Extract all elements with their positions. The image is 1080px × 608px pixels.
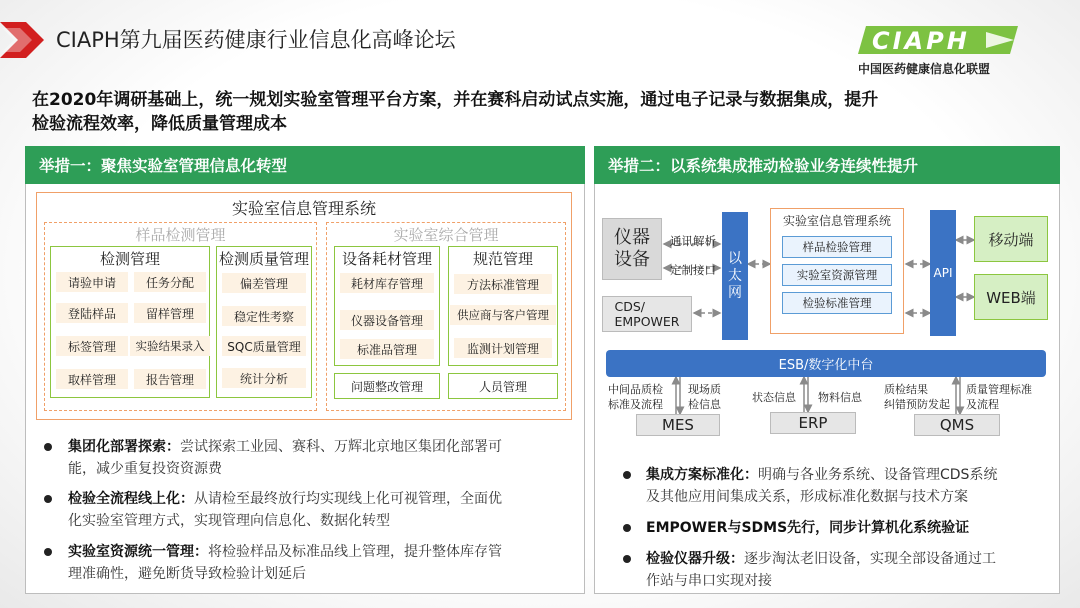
right-panel-title: 举措二：以系统集成推动检验业务连续性提升 <box>594 146 1060 184</box>
lims-item: 样品检验管理 <box>782 236 892 258</box>
bullet-text: 尝试探索工业园、赛科、万辉北京地区集团化部署可 <box>180 439 502 455</box>
erp-system: ERP <box>770 412 856 434</box>
headline-line-2: 检验流程效率，降低质量管理成本 <box>32 114 287 134</box>
test-item: 报告管理 <box>134 369 206 389</box>
bullet-bold: 实验室资源统一管理： <box>68 544 208 560</box>
lims-system-title: 实验室信息管理系统 <box>231 199 376 218</box>
header-title: CIAPH第九届医药健康行业信息化高峰论坛 <box>56 28 456 52</box>
material-info-label: 物料信息 <box>818 391 862 404</box>
headline-line-1: 在2020年调研基础上，统一规划实验室管理平台方案，并在赛科启动试点实施，通过电子记录与数据集成，提升 <box>32 90 879 110</box>
bullet-dot <box>44 548 52 556</box>
custom-interface-label: 定制接口 <box>670 263 716 277</box>
instrument-box: 仪器 设备 <box>602 218 662 280</box>
bullet-bold: EMPOWER与SDMS先行，同步计算机化系统验证 <box>646 520 970 536</box>
bullet-text-line: 理准确性，避免断货导致检验计划延后 <box>68 566 306 582</box>
mes-standard-label: 中间品质检 标准及流程 <box>608 383 663 411</box>
quality-item: 统计分析 <box>222 368 306 388</box>
comm-parse-label: 通讯解析 <box>670 234 716 248</box>
equipment-item: 标准品管理 <box>340 339 434 359</box>
equipment-item: 仪器设备管理 <box>340 310 434 330</box>
quality-item: 稳定性考察 <box>222 306 306 326</box>
test-item: 取样管理 <box>56 369 128 389</box>
quality-item: SQC质量管理 <box>222 336 306 356</box>
issue-item: 问题整改管理 <box>350 379 423 394</box>
quality-item: 偏差管理 <box>222 273 306 293</box>
test-item: 标签管理 <box>56 336 128 356</box>
left-bullet-1 <box>68 436 578 458</box>
bullet-text: 从请检至最终放行均实现线上化可视管理，全面优 <box>194 491 502 507</box>
qms-system: QMS <box>914 414 1000 436</box>
left-panel-title: 举措一：聚焦实验室管理信息化转型 <box>25 146 585 184</box>
quality-management-title: 检测质量管理 <box>218 250 309 268</box>
mobile-endpoint: 移动端 <box>974 216 1048 262</box>
status-info-label: 状态信息 <box>752 391 796 404</box>
qms-standard-label: 质量管理标准 及流程 <box>966 383 1032 411</box>
equipment-item: 耗材库存管理 <box>340 273 434 293</box>
lims-item: 检验标准管理 <box>782 292 892 314</box>
bullet-text-line: 及其他应用间集成关系，形成标准化数据与技术方案 <box>646 489 968 505</box>
left-bullet-3 <box>68 541 502 563</box>
bullet-dot <box>623 524 631 532</box>
right-bullet-1 <box>646 464 997 486</box>
bullet-dot <box>44 443 52 451</box>
norm-item: 监测计划管理 <box>454 338 552 358</box>
test-item: 任务分配 <box>134 272 206 292</box>
esb-bar: ESB/数字化中台 <box>606 350 1046 377</box>
ciaph-logo <box>858 24 1022 56</box>
test-management-title: 检测管理 <box>99 250 160 268</box>
bullet-text-line: 化实验室管理方式，实现管理向信息化、数据化转型 <box>68 513 390 529</box>
ethernet-bar: 以 太 网 <box>722 212 748 340</box>
bullet-bold: 集团化部署探索： <box>68 439 180 455</box>
bullet-text-line: 作站与串口实现对接 <box>646 573 772 589</box>
right-bullet-3 <box>646 548 996 570</box>
bullet-dot <box>623 555 631 563</box>
norm-title: 规范管理 <box>472 250 533 268</box>
norm-item: 供应商与客户管理 <box>450 305 556 325</box>
right-bullet-2 <box>646 517 969 539</box>
ciaph-logo-icon <box>858 24 1022 56</box>
bullet-text: 明确与各业务系统、设备管理CDS系统 <box>758 467 998 483</box>
equipment-title: 设备耗材管理 <box>341 250 432 268</box>
bullet-bold: 检验全流程线上化： <box>68 491 194 507</box>
bullet-text-line: 能，减少重复投资资源费 <box>68 461 222 477</box>
onsite-qc-label: 现场质 检信息 <box>688 383 721 411</box>
bullet-dot <box>44 495 52 503</box>
bullet-text: 将检验样品及标准品线上管理，提升整体库存管 <box>208 544 502 560</box>
test-item: 登陆样品 <box>56 303 128 323</box>
bullet-text: 逐步淘汰老旧设备，实现全部设备通过工 <box>744 551 996 567</box>
norm-item: 方法标准管理 <box>454 274 552 294</box>
api-bar: API <box>930 210 956 336</box>
svg-text:CIAPH: CIAPH <box>872 27 970 55</box>
cds-box: CDS/ EMPOWER <box>602 296 692 332</box>
left-bullet-2 <box>68 488 502 510</box>
logo-subtitle: 中国医药健康信息化联盟 <box>858 62 991 76</box>
lims-item: 实验室资源管理 <box>782 264 892 286</box>
test-item: 实验结果录入 <box>130 336 210 356</box>
comp-group-title: 实验室综合管理 <box>393 226 499 244</box>
staff-item: 人员管理 <box>478 379 527 394</box>
sample-group-title: 样品检测管理 <box>135 226 226 244</box>
mes-system: MES <box>636 414 720 436</box>
bullet-bold: 集成方案标准化： <box>646 467 758 483</box>
qc-result-label: 质检结果 纠错预防发起 <box>884 383 950 411</box>
test-item: 请验申请 <box>56 272 128 292</box>
test-item: 留样管理 <box>134 303 206 323</box>
bullet-dot <box>623 471 631 479</box>
lims-system-box-title: 实验室信息管理系统 <box>782 214 891 228</box>
bullet-bold: 检验仪器升级： <box>646 551 744 567</box>
web-endpoint: WEB端 <box>974 274 1048 320</box>
